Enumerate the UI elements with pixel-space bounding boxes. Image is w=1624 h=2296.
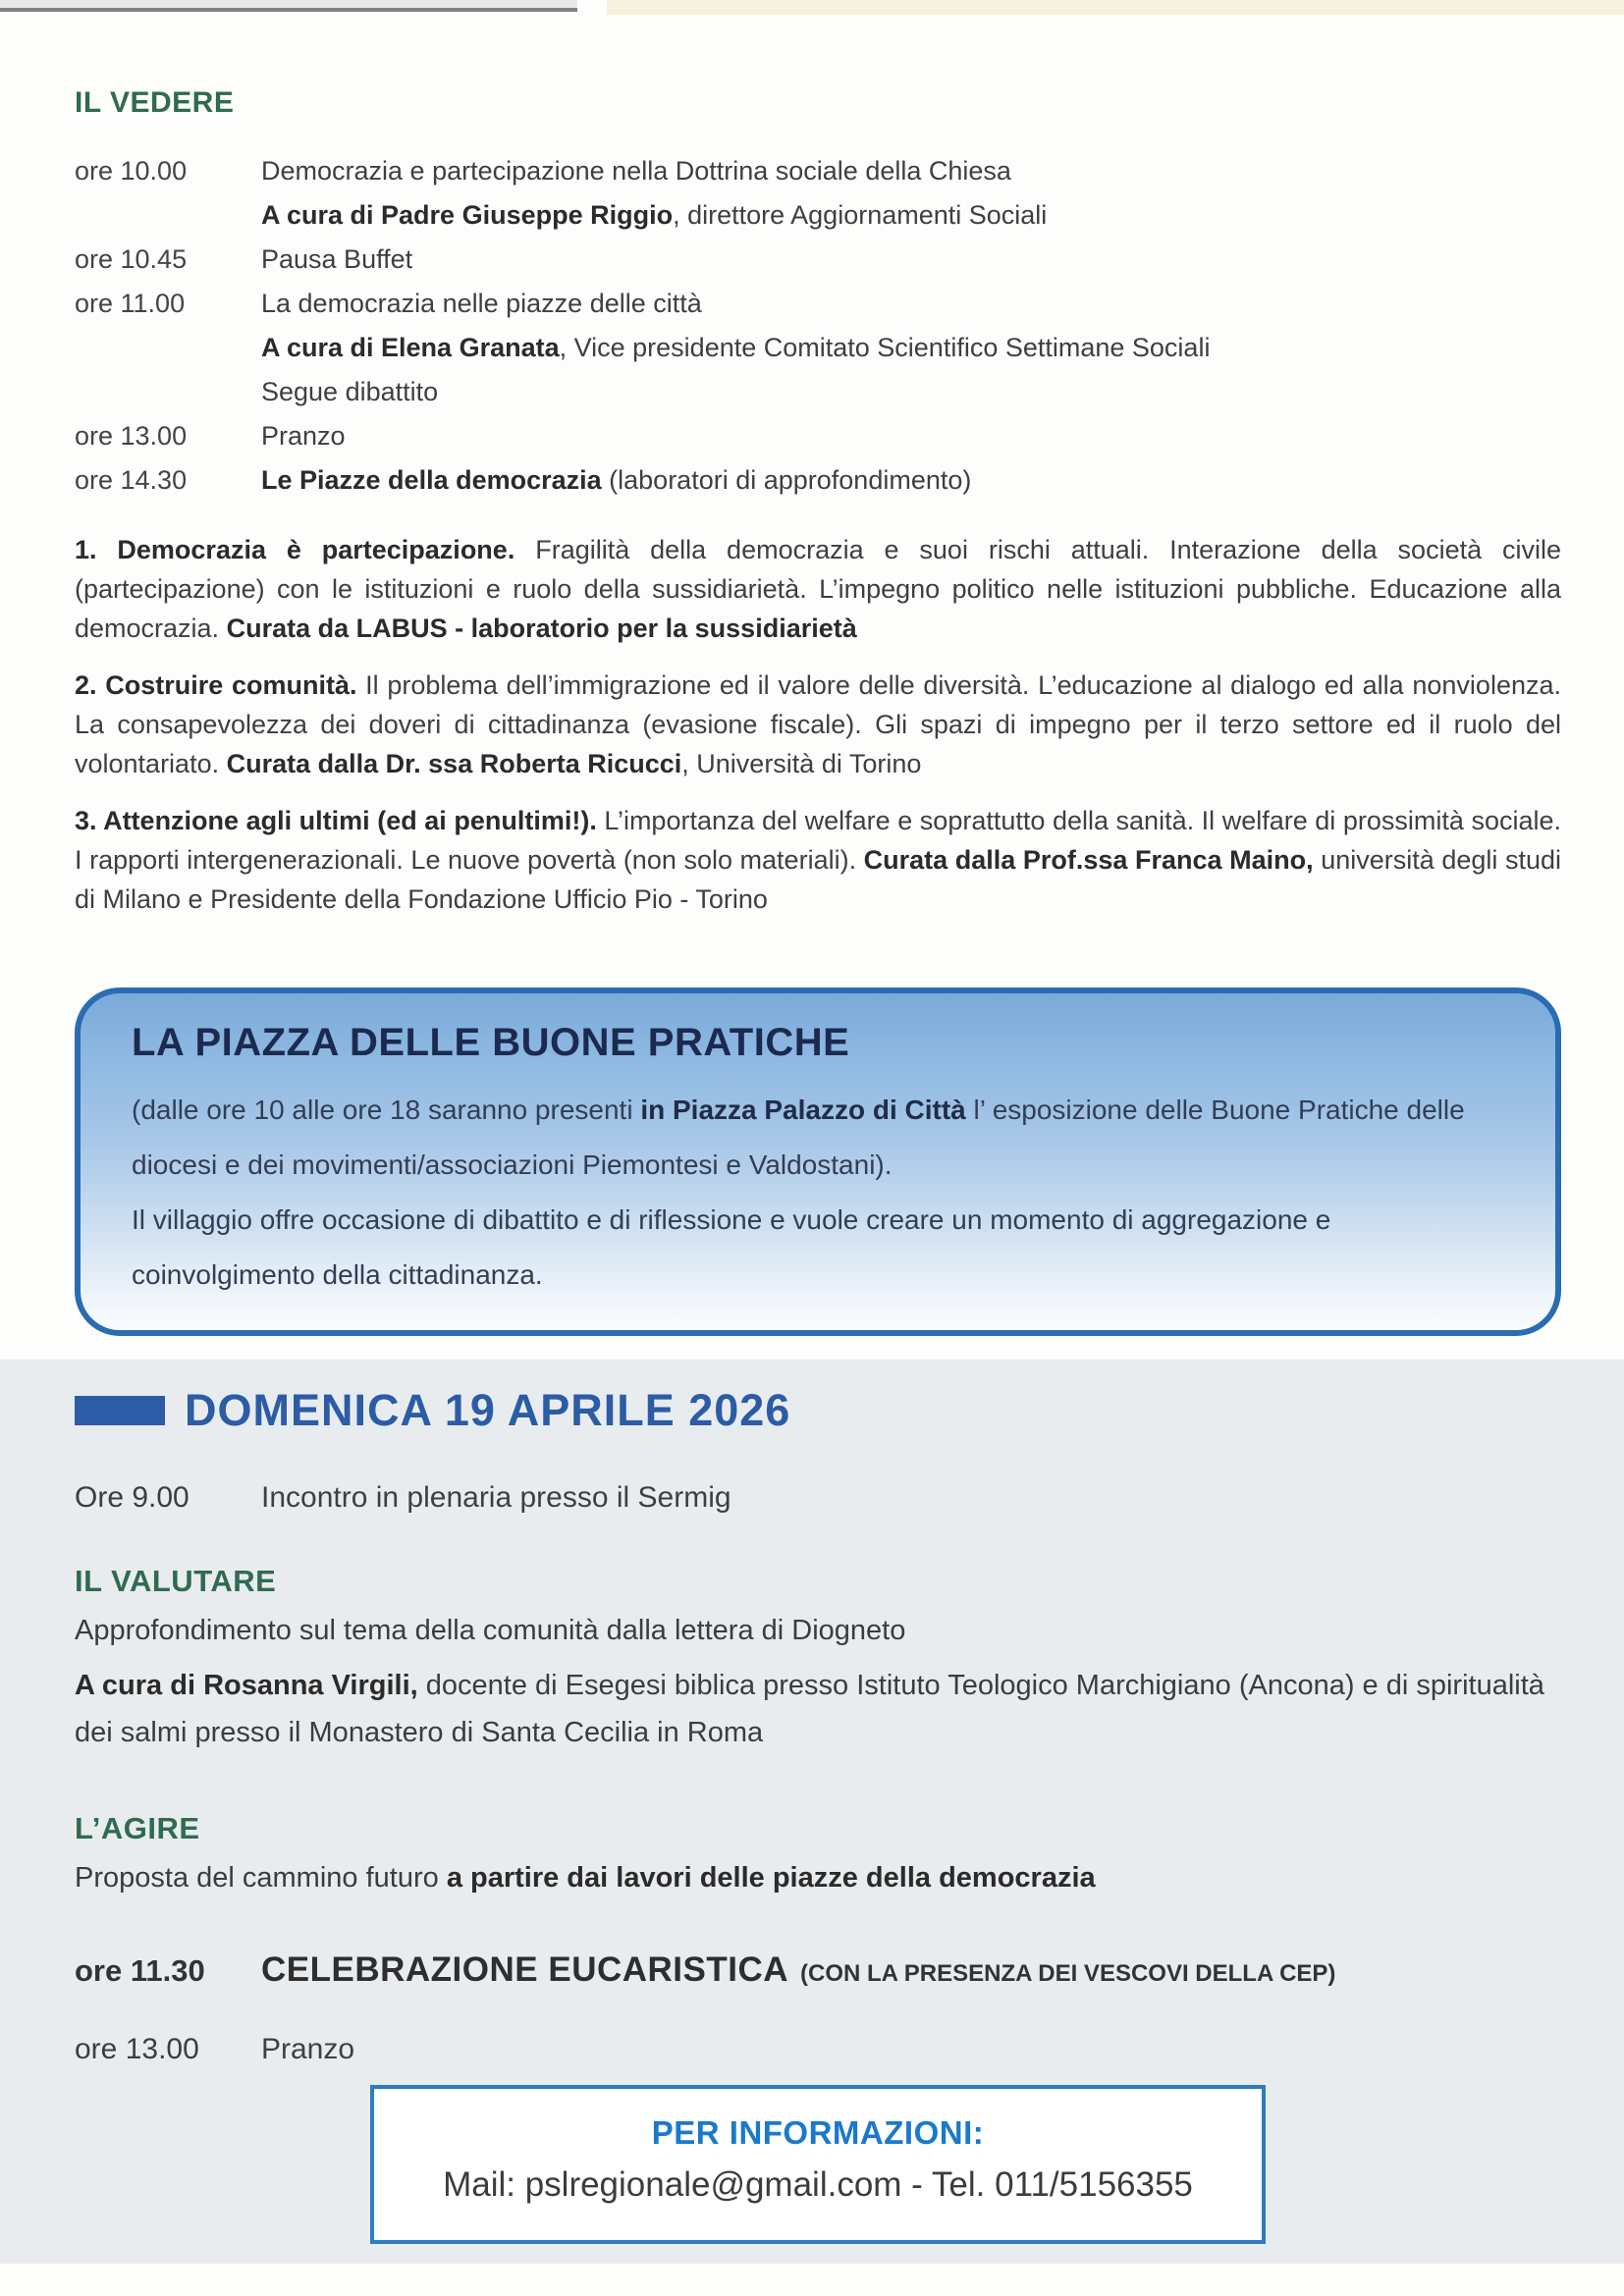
time-label: ore 10.45 [75, 244, 188, 274]
lab-topic-3 [75, 801, 1561, 919]
time-label: ore 13.00 [75, 421, 188, 451]
section-heading-il-vedere: IL VEDERE [75, 86, 235, 119]
event-line [261, 414, 1561, 458]
speaker-name: A cura di Rosanna Virgili, [75, 1670, 418, 1701]
lab-topic-2-affiliation: , Università di Torino [681, 749, 922, 778]
info-contact: Mail: pslregionale@gmail.com - Tel. 011/5156355 [443, 2165, 1193, 2204]
info-title: PER INFORMAZIONI: [651, 2114, 985, 2151]
main-content [0, 86, 1624, 1336]
speaker-role: , Vice presidente Comitato Scientifico Settimane Sociali [559, 333, 1211, 362]
event-text: Pranzo [261, 421, 346, 451]
event-line [261, 193, 1561, 238]
lab-topic-2 [75, 666, 1561, 783]
event-line [261, 2027, 1561, 2071]
lunch-row [75, 2027, 1561, 2071]
event-line [261, 458, 1561, 503]
time-label: ore 10.00 [75, 156, 188, 186]
event-title: Le Piazze della democrazia [261, 465, 602, 495]
event-line [261, 370, 1561, 414]
event-line [261, 238, 1561, 282]
good-practices-title: LA PIAZZA DELLE BUONE PRATICHE [132, 1021, 850, 1064]
lab-topic-3-body: L’importanza del welfare e soprattutto della sanità. Il welfare di prossimità sociale. I rapporti intergenerazionali. Le nuove povertà (non solo materiali). [75, 806, 1561, 875]
sunday-title: DOMENICA 19 APRILE 2026 [185, 1385, 791, 1435]
good-practices-location: in Piazza Palazzo di Città [640, 1095, 966, 1125]
agire-text: Proposta del cammino futuro [75, 1862, 447, 1894]
good-practices-text: (dalle ore 10 alle ore 18 saranno presenti [132, 1095, 641, 1125]
schedule-row [75, 282, 1561, 414]
speaker-name: A cura di Padre Giuseppe Riggio [261, 200, 674, 230]
event-description [261, 238, 1561, 282]
plenary-row [75, 1475, 1561, 1520]
schedule-row [75, 149, 1561, 238]
scan-artifact-line [0, 8, 577, 12]
schedule-il-vedere [75, 149, 1561, 503]
event-line [261, 1475, 1561, 1520]
section-dash-icon [75, 1396, 165, 1425]
event-description [261, 149, 1561, 238]
event-description [261, 1475, 1561, 1520]
lab-topic-2-body: Il problema dell’immigrazione ed il valore delle diversità. L’educazione al dialogo ed alla nonviolenza. La consapevolezza dei doveri di cittadinanza (evasione fiscale). Gli spazi di impegno per il terzo settore ed il ruolo del volontariato. [75, 670, 1561, 778]
time-label: Ore 9.00 [75, 1481, 189, 1514]
lab-topic-3-curator: Curata dalla Prof.ssa Franca Maino, [863, 845, 1314, 875]
event-description [261, 414, 1561, 458]
event-text: (laboratori di approfondimento) [601, 465, 972, 495]
event-text: Democrazia e partecipazione nella Dottrina sociale della Chiesa [261, 156, 1011, 186]
speaker-role: docente di Esegesi biblica presso Istituto Teologico Marchigiano (Ancona) e di spiritualità dei salmi presso il Monastero di Santa Cecilia in Roma [75, 1670, 1544, 1748]
time-label: ore 13.00 [75, 2033, 199, 2065]
lab-topic-1-title: 1. Democrazia è partecipazione. [75, 535, 515, 564]
scan-artifact-cream-strip [607, 0, 1624, 15]
section-heading-l-agire: L’AGIRE [75, 1811, 200, 1845]
lab-topic-3-title: 3. Attenzione agli ultimi (ed ai penultimi!). [75, 806, 597, 835]
good-practices-text: l’ esposizione delle Buone Pratiche delle diocesi e dei movimenti/associazioni Piemontesi e Valdostani). [132, 1095, 1465, 1180]
event-text: Incontro in plenaria presso il Sermig [261, 1481, 731, 1514]
scan-artifact-strip [0, 0, 577, 8]
mass-note: (CON LA PRESENZA DEI VESCOVI DELLA CEP) [800, 1960, 1336, 1987]
good-practices-box [75, 988, 1561, 1336]
speaker-name: A cura di Elena Granata [261, 333, 560, 362]
agire-detail [75, 1854, 1561, 1901]
good-practices-paragraph-2: Il villaggio offre occasione di dibattito e di riflessione e vuole creare un momento di aggregazione e coinvolgimento della cittadinanza. [132, 1204, 1331, 1290]
event-description [261, 458, 1561, 503]
lab-topic-2-title: 2. Costruire comunità. [75, 670, 357, 700]
event-text: Pausa Buffet [261, 244, 413, 274]
valutare-detail [75, 1662, 1561, 1756]
event-line [261, 282, 1561, 326]
info-box [370, 2085, 1266, 2244]
event-text: Segue dibattito [261, 377, 439, 406]
speaker-role: , direttore Aggiornamenti Sociali [673, 200, 1048, 230]
lab-topic-3-affiliation: università degli studi di Milano e Presidente della Fondazione Ufficio Pio - Torino [75, 845, 1561, 914]
event-description [261, 2027, 1561, 2071]
time-label: ore 14.30 [75, 465, 188, 495]
schedule-row [75, 414, 1561, 458]
lab-topic-1-body: Fragilità della democrazia e suoi rischi attuali. Interazione della società civile (partecipazione) con le istituzioni e ruolo della sussidiarietà. L’impegno politico nelle istituzioni pubbliche. Educazione alla democrazia. [75, 535, 1561, 643]
sunday-section [0, 1360, 1624, 2264]
lab-topic-1-curator: Curata da LABUS - laboratorio per la sussidiarietà [226, 614, 857, 643]
agire-emphasis: a partire dai lavori delle piazze della democrazia [446, 1862, 1096, 1894]
lab-topic-1 [75, 530, 1561, 648]
valutare-line-1: Approfondimento sul tema della comunità dalla lettera di Diogneto [75, 1615, 906, 1646]
event-text: Pranzo [261, 2033, 355, 2065]
event-line [261, 149, 1561, 193]
event-description [261, 282, 1561, 414]
lab-topic-2-curator: Curata dalla Dr. ssa Roberta Ricucci [226, 749, 682, 778]
mass-row [75, 1950, 1561, 1990]
mass-title: CELEBRAZIONE EUCARISTICA [261, 1950, 789, 1989]
time-label: ore 11.00 [75, 289, 186, 318]
schedule-row [75, 458, 1561, 503]
section-heading-il-valutare: IL VALUTARE [75, 1564, 277, 1598]
schedule-row [75, 238, 1561, 282]
sunday-header [75, 1385, 1561, 1436]
event-text: La democrazia nelle piazze delle città [261, 289, 702, 318]
good-practices-paragraph-1 [132, 1083, 1504, 1193]
event-line [261, 326, 1561, 370]
time-label: ore 11.30 [75, 1953, 205, 1988]
